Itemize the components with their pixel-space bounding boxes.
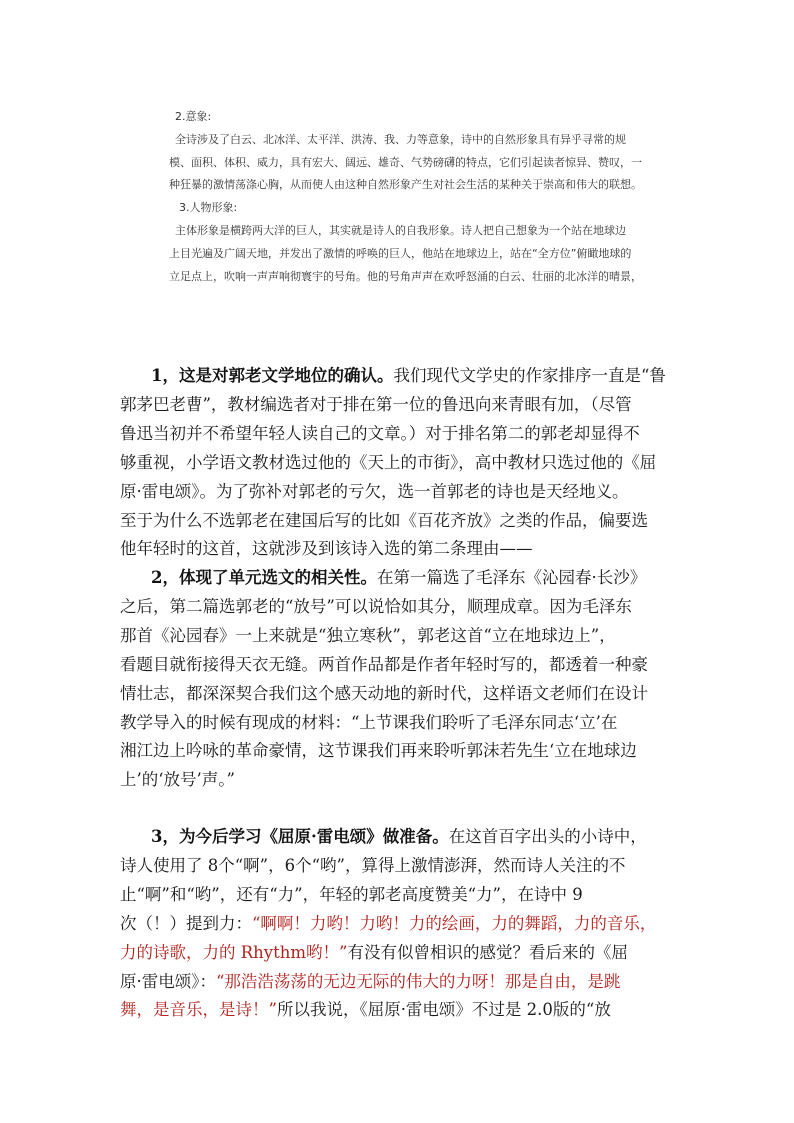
imagery-line: 种狂暴的激情荡涤心胸，从而使人由这种自然形象产生对社会生活的某种关于崇高和伟大的联想。 (169, 178, 642, 192)
character-paragraph (169, 220, 655, 288)
section-1-line: 鲁迅当初并不希望年轻人读自己的文章。）对于排名第二的郭老却显得不 (120, 423, 640, 443)
section-2-line: 上’的‘放号’声。” (120, 770, 235, 790)
section-3-line: 止“啊”和“哟”，还有“力”，年轻的郭老高度赞美“力”，在诗中 9 (120, 884, 583, 904)
section-3-text: 次（！）提到力： (120, 913, 252, 933)
section-2-line: 看题目就衔接得天衣无缝。两首作品都是作者年轻时写的，都透着一种豪 (120, 654, 648, 674)
section-1-line: 够重视，小学语文教材选过他的《天上的市街》，高中教材只选过他的《屈 (120, 452, 657, 472)
character-line: 立足点上，吹响一声声响彻寰宇的号角。他的号角声声在欢呼怒涌的白云、壮丽的北冰洋的晴景， (169, 269, 642, 283)
section-2-line: 那首《沁园春》一上来就是“独立寒秋”，郭老这首“立在地球边上”， (120, 625, 616, 645)
section-3-text: 在这首百字出头的小诗中， (448, 827, 647, 846)
section-3-line: 诗人使用了 8个“啊”，6个“哟”，算得上激情澎湃，然而诗人关注的不 (120, 855, 626, 875)
section-3-line (120, 996, 680, 1025)
section-3-text: 所以我说，《屈原·雷电颂》不过是 2.0版的“放 (276, 1000, 611, 1020)
section-1-line: 郭茅巴老曹”，教材编选者对于排在第一位的鲁迅向来青眼有加，（尽管 (120, 394, 632, 414)
section-1-line: 至于为什么不选郭老在建国后写的比如《百花齐放》之类的作品，偏要选 (120, 510, 648, 530)
poem-quote: 舞，是音乐，是诗！” (120, 1000, 277, 1020)
section-2-line: 教学导入的时候有现成的材料：“上节课我们聆听了毛泽东同志‘立’在 (120, 712, 618, 732)
section-3-text: 有没有似曾相识的感觉？看后来的《屈 (347, 942, 628, 962)
section-1-line: 他年轻时的这首，这就涉及到该诗入选的第二条理由—— (120, 539, 533, 559)
section-1 (120, 362, 680, 564)
section-3-line (120, 939, 680, 968)
section-1-text: 我们现代文学史的作家排序一直是“鲁 (393, 366, 666, 385)
section-2-line (120, 564, 680, 593)
character-line: 上目光遍及广阔天地，并发出了激情的呼唤的巨人，他站在地球边上，站在“全方位”俯瞰地球的 (169, 246, 632, 260)
section-2-line: 湘江边上吟咏的革命豪情，这节课我们再来聆听郭沫若先生‘立在地球边 (120, 741, 637, 761)
section-3-line (120, 910, 680, 939)
section-2 (120, 564, 680, 795)
section-3-line (120, 823, 680, 852)
section-2-line: 情壮志，都深深契合我们这个感天动地的新时代，这样语文老师们在设计 (120, 683, 648, 703)
imagery-paragraph (169, 129, 655, 197)
heading-imagery: 2.意象: (175, 110, 212, 123)
imagery-line: 模、面积、体积、威力，具有宏大、阔远、雄奇、气势磅礴的特点，它们引起读者惊异、赞叹，一 (169, 155, 642, 169)
section-2-text: 在第一篇选了毛泽东《沁园春·长沙》 (376, 568, 647, 587)
poem-quote: 力的诗歌，力的 Rhythm哟！” (120, 942, 348, 962)
section-3-lead: 3，为今后学习《屈原·雷电颂》做准备。 (151, 827, 449, 846)
section-2-lead: 2，体现了单元选文的相关性。 (151, 568, 377, 587)
section-3-text: 原·雷电颂》： (120, 971, 216, 991)
section-1-lead: 1，这是对郭老文学地位的确认。 (151, 366, 394, 385)
excerpt-block (169, 106, 655, 288)
poem-quote: “那浩浩荡荡的无边无际的伟大的力呀！那是自由，是跳 (216, 971, 621, 991)
heading-character: 3.人物形象: (179, 201, 238, 215)
poem-quote: “啊啊！力哟！力哟！力的绘画，力的舞蹈，力的音乐， (252, 913, 657, 933)
section-1-line (120, 362, 680, 391)
section-2-line: 之后，第二篇选郭老的“放号”可以说恰如其分，顺理成章。因为毛泽东 (120, 596, 632, 616)
section-3 (120, 823, 680, 1025)
character-line: 主体形象是横跨两大洋的巨人，其实就是诗人的自我形象。诗人把自己想象为一个站在地球边 (175, 223, 626, 237)
imagery-line: 全诗涉及了白云、北冰洋、太平洋、洪涛、我、力等意象，诗中的自然形象具有异乎寻常的规 (175, 132, 626, 146)
section-3-line (120, 968, 680, 997)
section-1-line: 原·雷电颂》。为了弥补对郭老的亏欠，选一首郭老的诗也是天经地义。 (120, 481, 629, 501)
